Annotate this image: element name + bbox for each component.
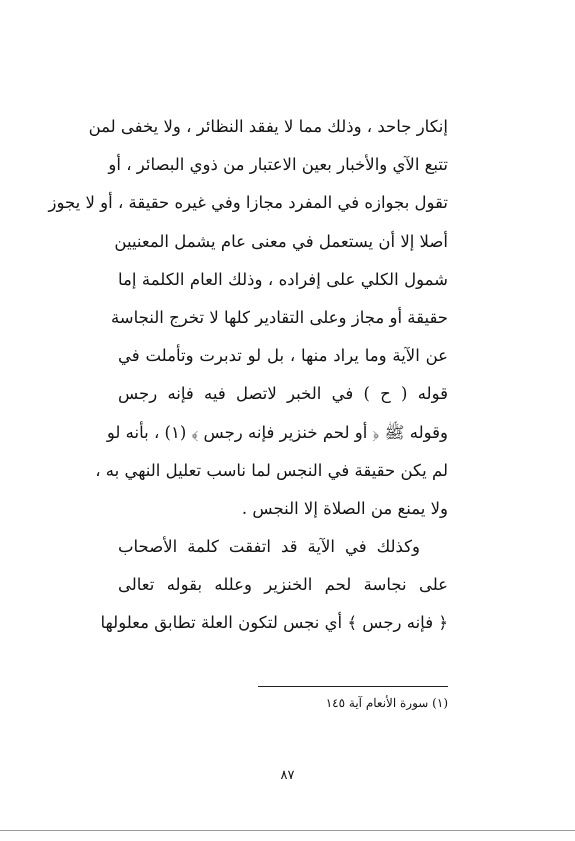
- text-line: وقوله ﷺ ﴿ أو لحم خنزير فإنه رجس ﴾ (١) ، بأنه لو: [106, 422, 448, 442]
- bottom-edge-line: [0, 830, 575, 831]
- text-line: عن الآية وما يراد منها ، بل لو تدبرت وتأملت في: [118, 346, 448, 366]
- text-line: إنكار جاحد ، وذلك مما لا يفقد النظائر ، ولا يخفى لمن: [88, 117, 448, 136]
- footnote-divider: [258, 686, 448, 687]
- page-number: ٨٧: [280, 768, 295, 783]
- footnote: (١) سورة الأنعام آية ١٤٥: [325, 696, 448, 710]
- text-line: ﴿ فإنه رجس ﴾ أي نجس لتكون العلة تطابق معلولها: [100, 613, 448, 633]
- text-line: شمول الكلي على إفراده ، وذلك العام الكلمة إما: [118, 269, 448, 289]
- text-line: وكذلك في الآية قد اتفقت كلمة الأصحاب: [118, 537, 420, 557]
- main-text: [48, 108, 448, 643]
- text-line: حقيقة أو مجاز وعلى التقادير كلها لا تخرج النجاسة: [110, 307, 448, 327]
- text-line: ولا يمنع من الصلاة إلا النجس .: [241, 498, 448, 518]
- text-line: لم يكن حقيقة في النجس لما ناسب تعليل النهي به ،: [95, 460, 448, 480]
- text-line: على نجاسة لحم الخنزير وعلله بقوله تعالى: [118, 575, 448, 595]
- text-line: أصلا إلا أن يستعمل في معنى عام يشمل المعنيين: [114, 231, 448, 251]
- text-line: تتبع الآي والأخبار بعين الاعتبار من ذوي البصائر ، أو: [108, 155, 448, 175]
- text-line: تقول بجوازه في المفرد مجازا وفي غيره حقيقة ، أو لا يجوز: [48, 193, 448, 213]
- text-line: قوله ( ح ) في الخبر لاتصل فيه فإنه رجس: [118, 384, 448, 404]
